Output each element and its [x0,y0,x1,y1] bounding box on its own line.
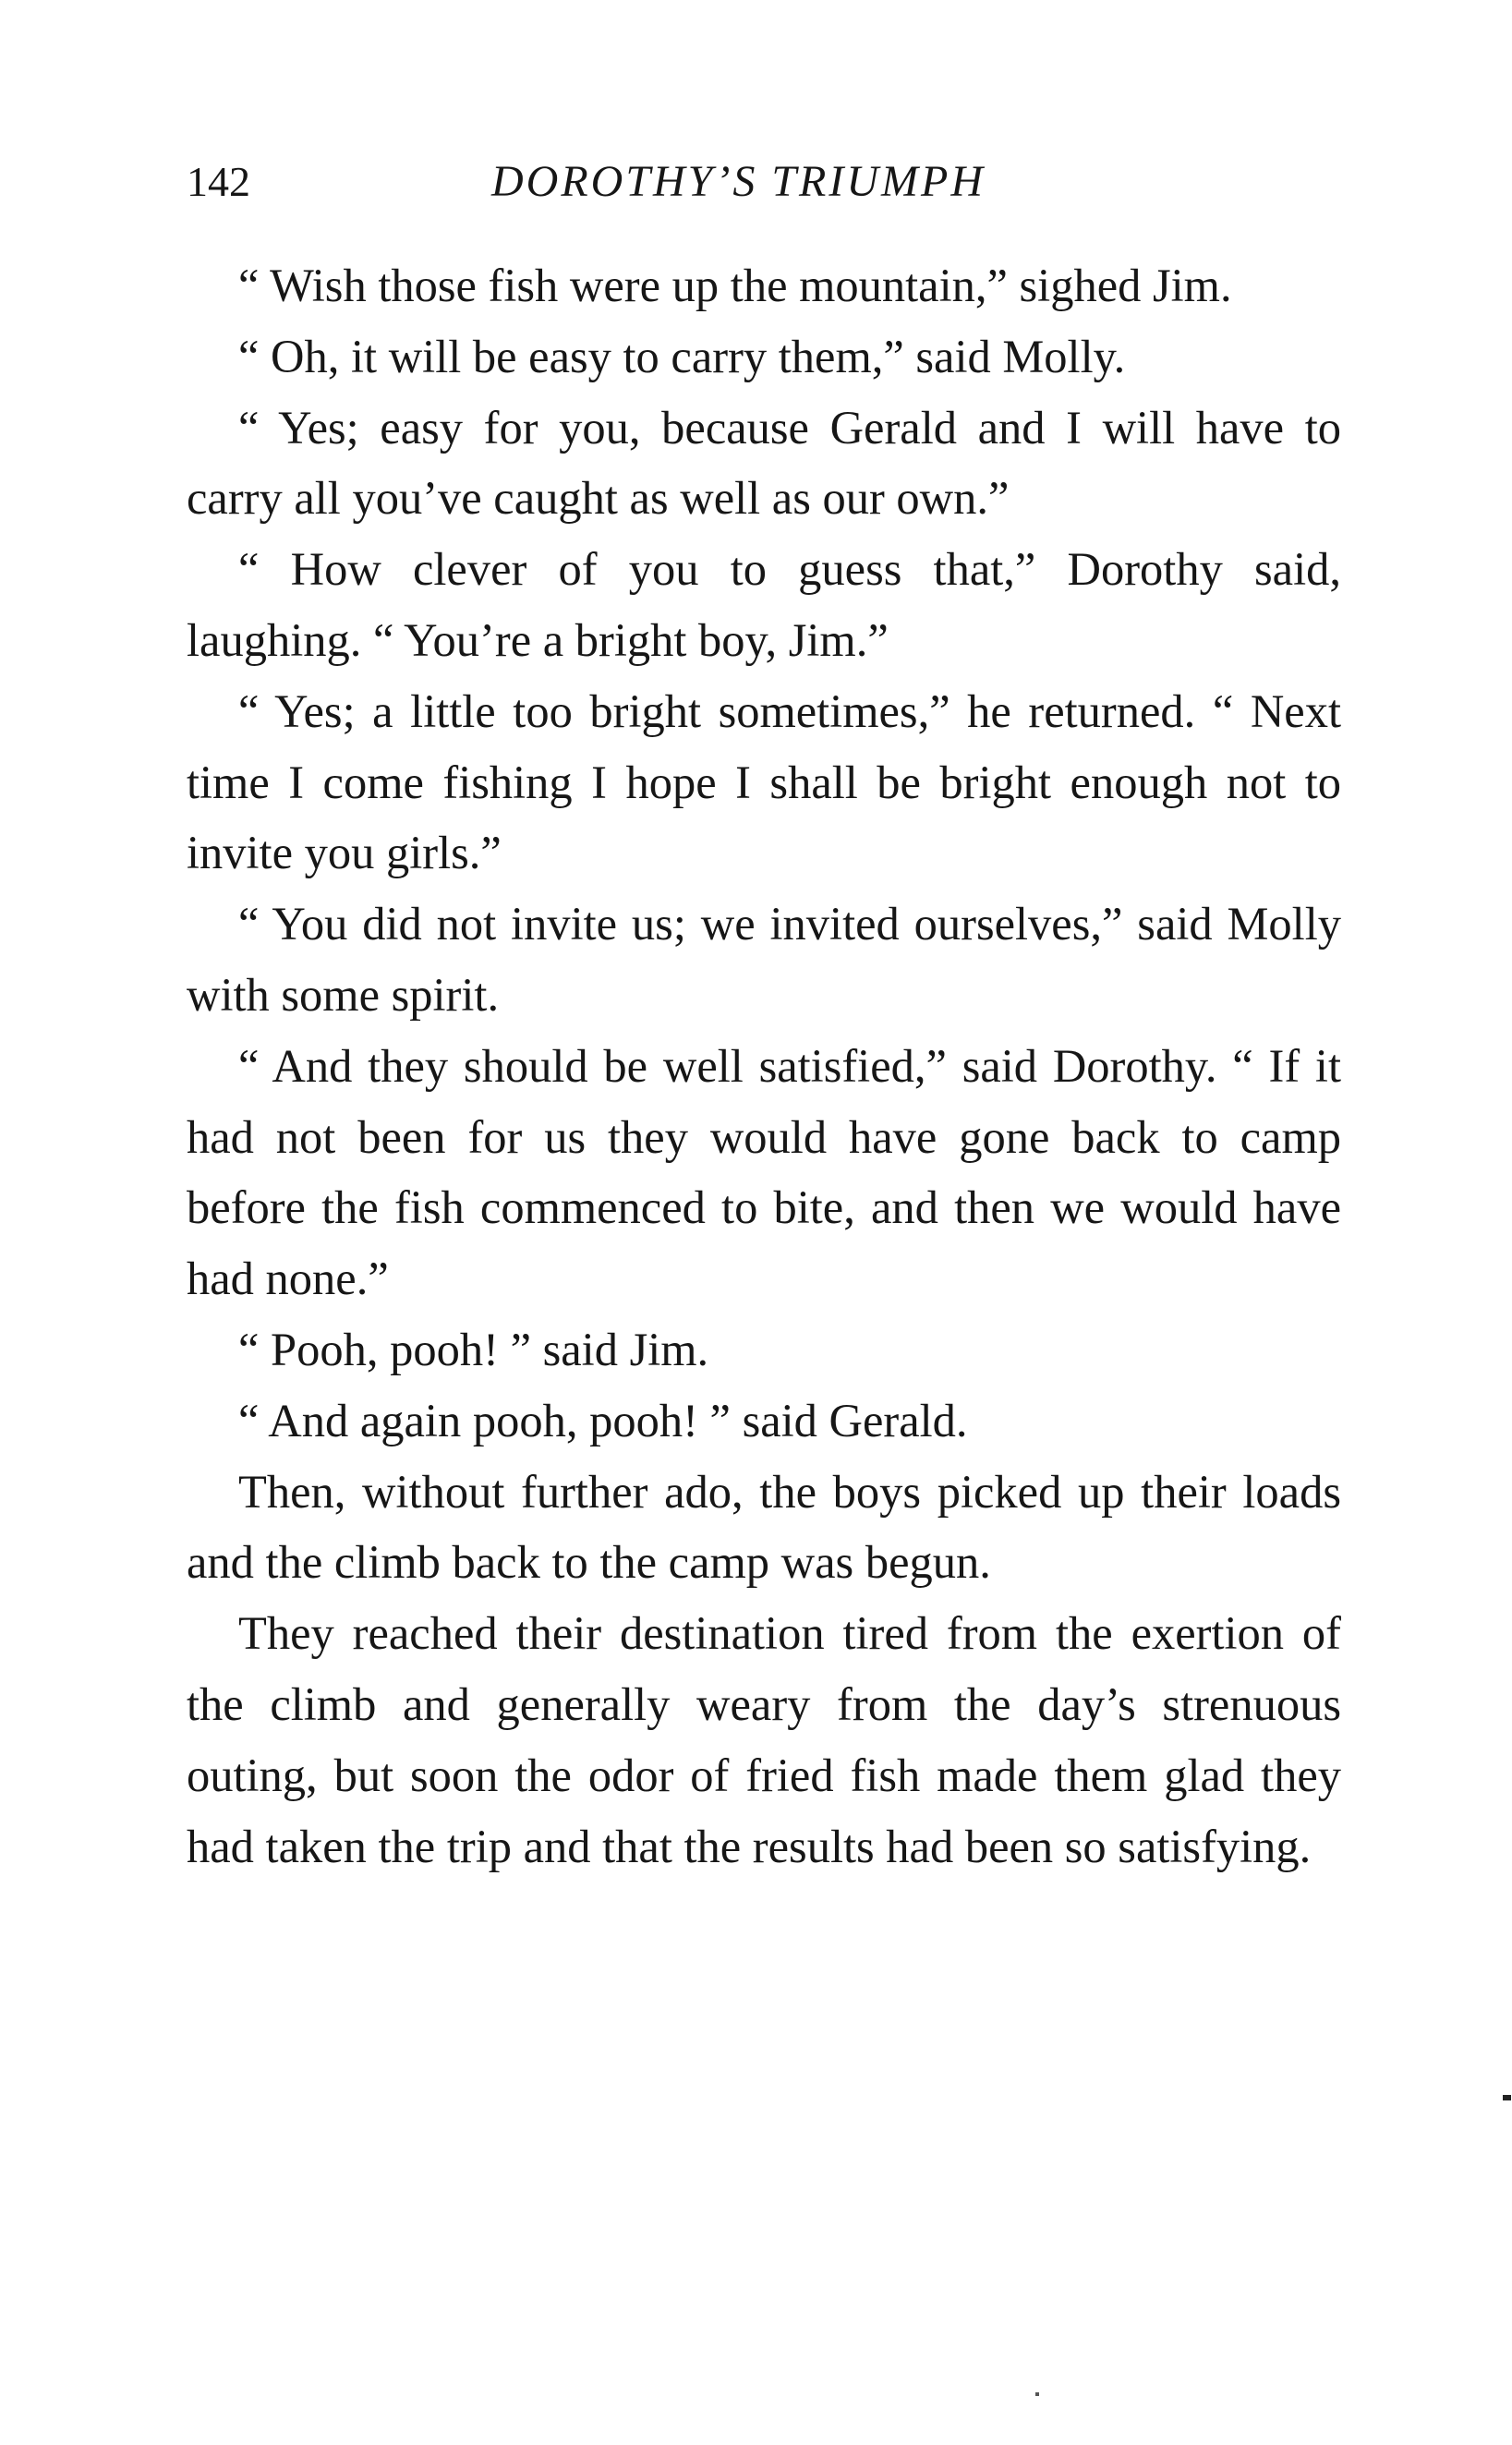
paragraph: “ And again pooh, pooh! ” said Gerald. [238,1394,968,1446]
paragraph: “ Wish those fish were up the mountain,” sighed Jim. [238,260,1232,311]
paragraph: “ Oh, it will be easy to carry them,” said Molly. [238,330,1126,382]
page-number: 142 [187,158,250,205]
paragraph: “ How clever of you to guess that,” Dorothy said, laughing. “ You’re a bright boy, Jim.” [187,543,1341,666]
paragraph: “ Pooh, pooh! ” said Jim. [238,1323,709,1375]
scan-speck [1503,2095,1511,2100]
paragraph: “ And they should be well satisfied,” said Dorothy. “ If it had not been for us they would have gone back to camp before the fish commenced to bite, and then we would have had none.” [187,1039,1341,1305]
page-header [187,150,1346,214]
paragraph: “ Yes; a little too bright sometimes,” he returned. “ Next time I come fishing I hope I shall be bright enough not to invite you girls.” [187,684,1341,879]
paragraph: Then, without further ado, the boys picked up their loads and the climb back to the camp was begun. [187,1465,1341,1589]
paragraph: “ You did not invite us; we invited ourselves,” said Molly with some spirit. [187,898,1341,1021]
scan-speck [1035,2392,1039,2396]
running-title: DOROTHY’S TRIUMPH [491,157,986,206]
paragraph: They reached their destination tired from the exertion of the climb and generally weary from the day’s strenuous outing, but soon the odor of fried fish made them glad they had taken the trip and that the results had been so satisfying. [187,1607,1341,1872]
body-text [187,250,1341,1882]
paragraph: “ Yes; easy for you, because Gerald and I will have to carry all you’ve caught as well as our own.” [187,401,1341,525]
